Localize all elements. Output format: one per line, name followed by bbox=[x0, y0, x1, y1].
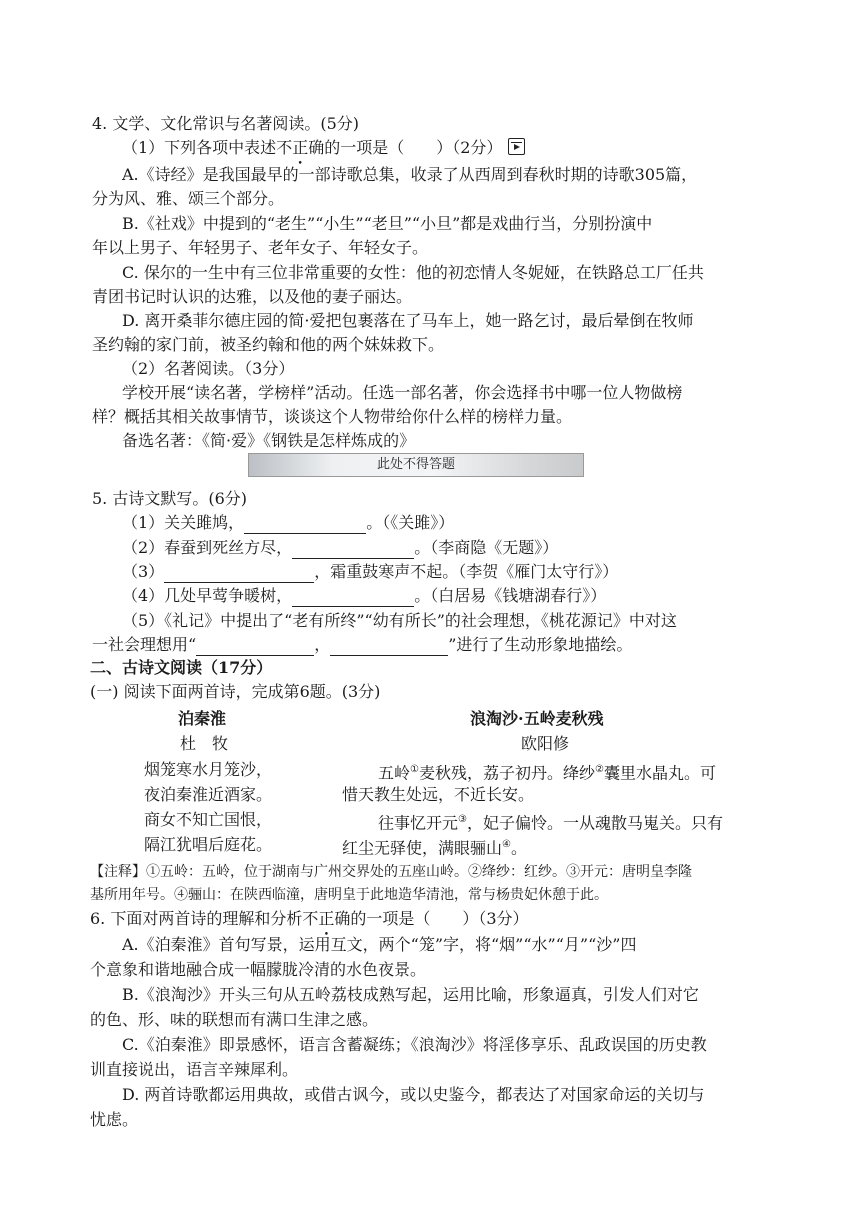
poem2-line3: 往事忆开元③，妃子偏怜。一从魂散马嵬关。只有 bbox=[378, 813, 723, 833]
q4-option-b-line1: B.《社戏》中提到的“老生”“小生”“老旦”“小旦”都是戏曲行当，分别扮演中 bbox=[122, 214, 653, 233]
video-icon[interactable] bbox=[508, 138, 525, 155]
notes-line2: 基所用年号。④骊山：在陕西临潼，唐明皇于此地造华清池，常与杨贵妃休憩于此。 bbox=[90, 887, 608, 903]
q4-option-a-line2: 分为风、雅、颂三个部分。 bbox=[92, 189, 285, 208]
q5-item5-line1: （5）《礼记》中提出了“老有所终”“幼有所长”的社会理想，《桃花源记》中对这 bbox=[122, 611, 677, 630]
answer-blank[interactable] bbox=[330, 638, 448, 656]
q4-option-b-line2: 年以上男子、年轻男子、老年女子、年轻女子。 bbox=[92, 238, 429, 257]
poem2-line4: 红尘无驿使，满眼骊山④。 bbox=[342, 838, 527, 858]
poem1-line: 夜泊秦淮近酒家。 bbox=[144, 785, 273, 804]
q4-option-a-line1: A.《诗经》是我国最早的一部诗歌总集，收录了从西周到春秋时期的诗歌305篇， bbox=[122, 165, 698, 184]
q6-option-d-line1: D. 两首诗歌都运用典故，或借古讽今，或以史鉴今，都表达了对国家命运的关切与 bbox=[122, 1085, 705, 1104]
no-answer-banner: 此处不得答题 bbox=[248, 453, 584, 477]
q6-option-a-line1: A.《泊秦淮》首句写景，运用互文，两个“笼”字，将“烟”“水”“月”“沙”四 bbox=[122, 935, 637, 954]
q5-item5-line2: 一社会理想用“ ， ”进行了生动形象地描绘。 bbox=[92, 635, 633, 654]
emphasis-text: 不正确 bbox=[302, 909, 351, 928]
answer-blank[interactable] bbox=[292, 589, 414, 607]
poem2-author: 欧阳修 bbox=[521, 734, 570, 753]
footnote-mark: ② bbox=[595, 764, 604, 775]
footnote-mark: ④ bbox=[502, 839, 511, 850]
q5-heading: 5. 古诗文默写。(6分) bbox=[92, 489, 248, 508]
q4-option-d-line1: D. 离开桑菲尔德庄园的简·爱把包裹落在了马车上，她一路乞讨，最后晕倒在牧师 bbox=[122, 311, 694, 330]
q6-option-b-line1: B.《浪淘沙》开头三句从五岭荔枝成熟写起，运用比喻，形象逼真，引发人们对它 bbox=[122, 985, 699, 1004]
q4-book-list: 备选名著：《简·爱》《钢铁是怎样炼成的》 bbox=[122, 431, 416, 450]
poem2-line1: 五岭①麦秋残，荔子初丹。绛纱②囊里水晶丸。可 bbox=[378, 763, 716, 783]
poem1-line: 商女不知亡国恨， bbox=[144, 810, 273, 829]
q6-option-a-line2: 个意象和谐地融合成一幅朦胧冷清的水色夜景。 bbox=[90, 960, 427, 979]
q6-option-c-line2: 训直接说出，语言辛辣犀利。 bbox=[90, 1060, 299, 1079]
q4-part2-text-line2: 样？概括其相关故事情节，谈谈这个人物带给你什么样的榜样力量。 bbox=[92, 407, 573, 426]
answer-blank[interactable] bbox=[164, 565, 314, 583]
q4-option-d-line2: 圣约翰的家门前，被圣约翰和他的两个妹妹救下。 bbox=[92, 335, 445, 354]
q4-option-c-line2: 青团书记时认识的达雅，以及他的妻子丽达。 bbox=[92, 287, 413, 306]
q5-item4: （4）几处早莺争暖树， 。（白居易《钱塘湖春行》） bbox=[122, 586, 607, 605]
poem1-title: 泊秦淮 bbox=[178, 709, 227, 728]
answer-blank[interactable] bbox=[244, 516, 366, 534]
poem1-line: 隔江犹唱后庭花。 bbox=[144, 835, 273, 854]
poem2-line2: 惜天教生处远，不近长安。 bbox=[342, 785, 535, 804]
poem1-author: 杜 牧 bbox=[180, 734, 229, 753]
q5-item3: （3） ，霜重鼓寒声不起。（李贺《雁门太守行》） bbox=[122, 562, 619, 581]
poem2-title: 浪淘沙·五岭麦秋残 bbox=[470, 709, 604, 728]
footnote-mark: ① bbox=[410, 764, 419, 775]
q4-part1-stem: （1）下列各项中表述不正确的一项是（ ）（2分） bbox=[122, 137, 525, 159]
q4-part2-text-line1: 学校开展“读名著，学榜样”活动。任选一部名著，你会选择书中哪一位人物做榜 bbox=[122, 383, 683, 402]
footnote-mark: ③ bbox=[458, 814, 467, 825]
answer-blank[interactable] bbox=[196, 638, 314, 656]
q4-heading: 4. 文学、文化常识与名著阅读。(5分) bbox=[92, 114, 360, 133]
q4-option-c-line1: C. 保尔的一生中有三位非常重要的女性：他的初恋情人冬妮娅，在铁路总工厂任共 bbox=[122, 263, 704, 282]
answer-blank[interactable] bbox=[292, 541, 414, 559]
q5-item2: （2）春蚕到死丝方尽， 。（李商隐《无题》） bbox=[122, 538, 559, 557]
q6-option-c-line1: C.《泊秦淮》即景感怀，语言含蓄凝练；《浪淘沙》将淫侈享乐、乱政误国的历史教 bbox=[122, 1035, 707, 1054]
q5-item1: （1）关关雎鸠， 。（《关雎》） bbox=[122, 513, 455, 532]
q6-option-d-line2: 忧虑。 bbox=[90, 1110, 139, 1129]
q6-option-b-line2: 的色、形、味的联想而有满口生津之感。 bbox=[90, 1010, 379, 1029]
section2-heading: 二、古诗文阅读（17分） bbox=[90, 658, 273, 677]
emphasis-text: 不正确 bbox=[276, 138, 325, 157]
q4-part2-heading: （2）名著阅读。（3分） bbox=[122, 359, 295, 378]
notes-line1: 【注释】①五岭：五岭，位于湖南与广州交界处的五座山岭。②绛纱：红纱。③开元：唐明皇李隆 bbox=[90, 864, 692, 880]
poem1-line: 烟笼寒水月笼沙， bbox=[144, 760, 273, 779]
section2-subheading: (一) 阅读下面两首诗，完成第6题。(3分) bbox=[90, 682, 381, 701]
q6-stem: 6. 下面对两首诗的理解和分析不正确的一项是（ ）（3分） bbox=[90, 909, 529, 928]
